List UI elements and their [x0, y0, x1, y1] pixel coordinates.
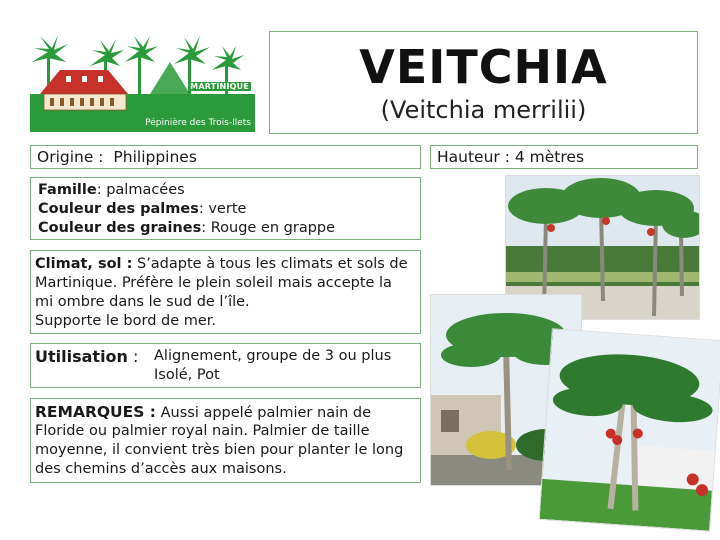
trait-seed-color: [38, 219, 335, 238]
usage-line-1: Alignement, groupe de 3 ou plus: [154, 348, 392, 364]
latin-name: (Veitchia merrilii): [380, 96, 587, 124]
trait-value: : palmacées: [96, 182, 185, 198]
height-label: Hauteur :: [437, 148, 510, 166]
trait-value: : verte: [198, 201, 247, 217]
title-box: [269, 31, 698, 134]
usage-box: [30, 343, 421, 388]
logo-subtitle: Pépinière des Trois-Ilets: [145, 118, 251, 128]
remarks-box: [30, 398, 421, 483]
height-line: [437, 148, 584, 167]
climate-line-3: mi ombre dans le sud de l’île.: [35, 294, 250, 310]
remarks-line-4: des chemins d’accès aux maisons.: [35, 461, 287, 477]
nursery-logo: [30, 32, 255, 132]
double-palm-photo-icon: [540, 329, 720, 530]
climate-line-4: Supporte le bord de mer.: [35, 313, 217, 329]
climate-line-1: [35, 255, 408, 274]
height-box: [430, 145, 698, 169]
trait-value: : Rouge en grappe: [201, 220, 336, 236]
trait-family: [38, 181, 185, 200]
origin-box: [30, 145, 421, 169]
usage-line-2: Isolé, Pot: [154, 367, 220, 383]
origin-line: [37, 148, 197, 167]
origin-label: Origine :: [37, 148, 104, 166]
origin-value: Philippines: [113, 148, 197, 166]
remarks-line-3: moyenne, il convient très bien pour planter le long: [35, 442, 404, 458]
trait-palm-color: [38, 200, 246, 219]
remarks-line-2: Floride ou palmier royal nain. Palmier de taille: [35, 423, 370, 439]
usage-label: Utilisation: [35, 347, 128, 366]
remarks-label: REMARQUES :: [35, 403, 156, 421]
usage-label-line: [35, 347, 138, 366]
climate-label: Climat, sol :: [35, 256, 133, 272]
usage-colon: :: [133, 347, 139, 366]
trait-label: Couleur des graines: [38, 220, 202, 236]
climate-text: S’adapte à tous les climats et sols de: [132, 256, 408, 272]
height-value: 4 mètres: [514, 148, 585, 166]
remarks-text: Aussi appelé palmier nain de: [156, 405, 372, 421]
traits-box: [30, 177, 421, 240]
remarks-line-1: [35, 403, 371, 423]
photo-double-palm: [539, 328, 720, 532]
trait-label: Couleur des palmes: [38, 201, 199, 217]
logo-brand: MARTINIQUE: [190, 82, 249, 91]
climate-line-2: Martinique. Préfère le plein soleil mais accepte la: [35, 275, 392, 291]
trait-label: Famille: [38, 182, 97, 198]
plant-name: VEITCHIA: [359, 40, 608, 94]
climate-box: [30, 250, 421, 334]
